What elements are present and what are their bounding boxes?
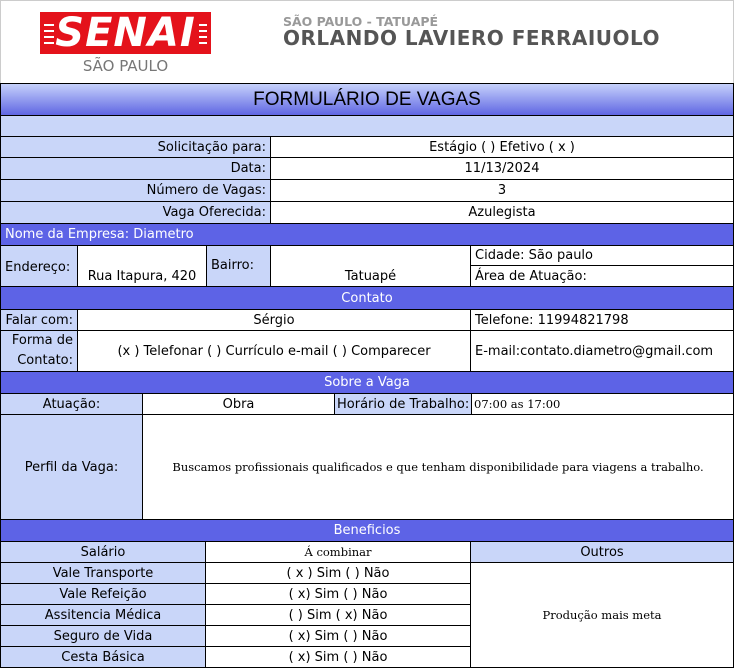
atuacao-label: Atuação:	[0, 393, 143, 415]
vale-refeicao-field[interactable]: ( x) Sim ( ) Não	[205, 583, 471, 605]
cesta-basica-label: Cesta Básica	[0, 646, 206, 668]
numero-vagas-field[interactable]: 3	[270, 179, 734, 202]
institution-location: SÃO PAULO - TATUAPÉ	[283, 14, 439, 29]
telefone-field[interactable]: Telefone: 11994821798	[470, 309, 734, 331]
bairro-field[interactable]: Tatuapé	[270, 245, 471, 287]
seguro-vida-field[interactable]: ( x) Sim ( ) Não	[205, 625, 471, 647]
outros-field[interactable]: Produção mais meta	[470, 562, 734, 668]
logo-text: SENAI	[55, 10, 196, 56]
vale-transporte-label: Vale Transporte	[0, 562, 206, 584]
seguro-vida-label: Seguro de Vida	[0, 625, 206, 647]
cesta-basica-field[interactable]: ( x) Sim ( ) Não	[205, 646, 471, 668]
senai-logo	[40, 12, 211, 54]
salario-label: Salário	[0, 541, 206, 563]
spacer-row	[0, 115, 734, 137]
logo-subtitle: SÃO PAULO	[82, 57, 169, 75]
data-field[interactable]: 11/13/2024	[270, 157, 734, 180]
assistencia-medica-label: Assitencia Médica	[0, 604, 206, 626]
vale-refeicao-label: Vale Refeição	[0, 583, 206, 605]
forma-contato-label-line1: Forma de	[11, 333, 73, 348]
form-title: FORMULÁRIO DE VAGAS	[0, 83, 734, 116]
atuacao-field[interactable]: Obra	[142, 393, 335, 415]
horario-field[interactable]: 07:00 as 17:00	[471, 393, 734, 415]
contato-section-bar: Contato	[0, 286, 734, 310]
bairro-label: Bairro:	[206, 245, 271, 287]
email-field[interactable]: E-mail:contato.diametro@gmail.com	[470, 330, 734, 372]
area-atuacao-field[interactable]: Área de Atuação:	[470, 265, 734, 287]
forma-contato-label	[0, 330, 78, 372]
beneficios-section-bar: Beneficios	[0, 519, 734, 542]
falar-com-label: Falar com:	[0, 309, 78, 331]
vaga-oferecida-label: Vaga Oferecida:	[0, 201, 271, 224]
horario-label: Horário de Trabalho:	[334, 393, 472, 415]
outros-label: Outros	[470, 541, 734, 563]
company-name-bar: Nome da Empresa: Diametro	[0, 223, 734, 246]
data-label: Data:	[0, 157, 271, 180]
perfil-vaga-field[interactable]: Buscamos profissionais qualificados e que tenham disponibilidade para viagens a trabalho.	[142, 414, 734, 520]
assistencia-medica-field[interactable]: ( ) Sim ( x) Não	[205, 604, 471, 626]
cidade-field[interactable]: Cidade: São paulo	[470, 245, 734, 266]
endereco-field[interactable]: Rua Itapura, 420	[77, 245, 207, 287]
institution-name: ORLANDO LAVIERO FERRAIUOLO	[283, 26, 661, 50]
solicitacao-field[interactable]: Estágio ( ) Efetivo ( x )	[270, 136, 734, 158]
forma-contato-label-line2: Contato:	[17, 353, 73, 368]
sobre-vaga-section-bar: Sobre a Vaga	[0, 371, 734, 394]
perfil-vaga-label: Perfil da Vaga:	[0, 414, 143, 520]
forma-contato-field[interactable]: (x ) Telefonar ( ) Currículo e-mail ( ) Comparecer	[77, 330, 471, 372]
vaga-oferecida-field[interactable]: Azulegista	[270, 201, 734, 224]
salario-field[interactable]: Á combinar	[205, 541, 471, 563]
vale-transporte-field[interactable]: ( x ) Sim ( ) Não	[205, 562, 471, 584]
numero-vagas-label: Número de Vagas:	[0, 179, 271, 202]
endereco-label: Endereço:	[0, 245, 78, 287]
solicitacao-label: Solicitação para:	[0, 136, 271, 158]
falar-com-field[interactable]: Sérgio	[77, 309, 471, 331]
